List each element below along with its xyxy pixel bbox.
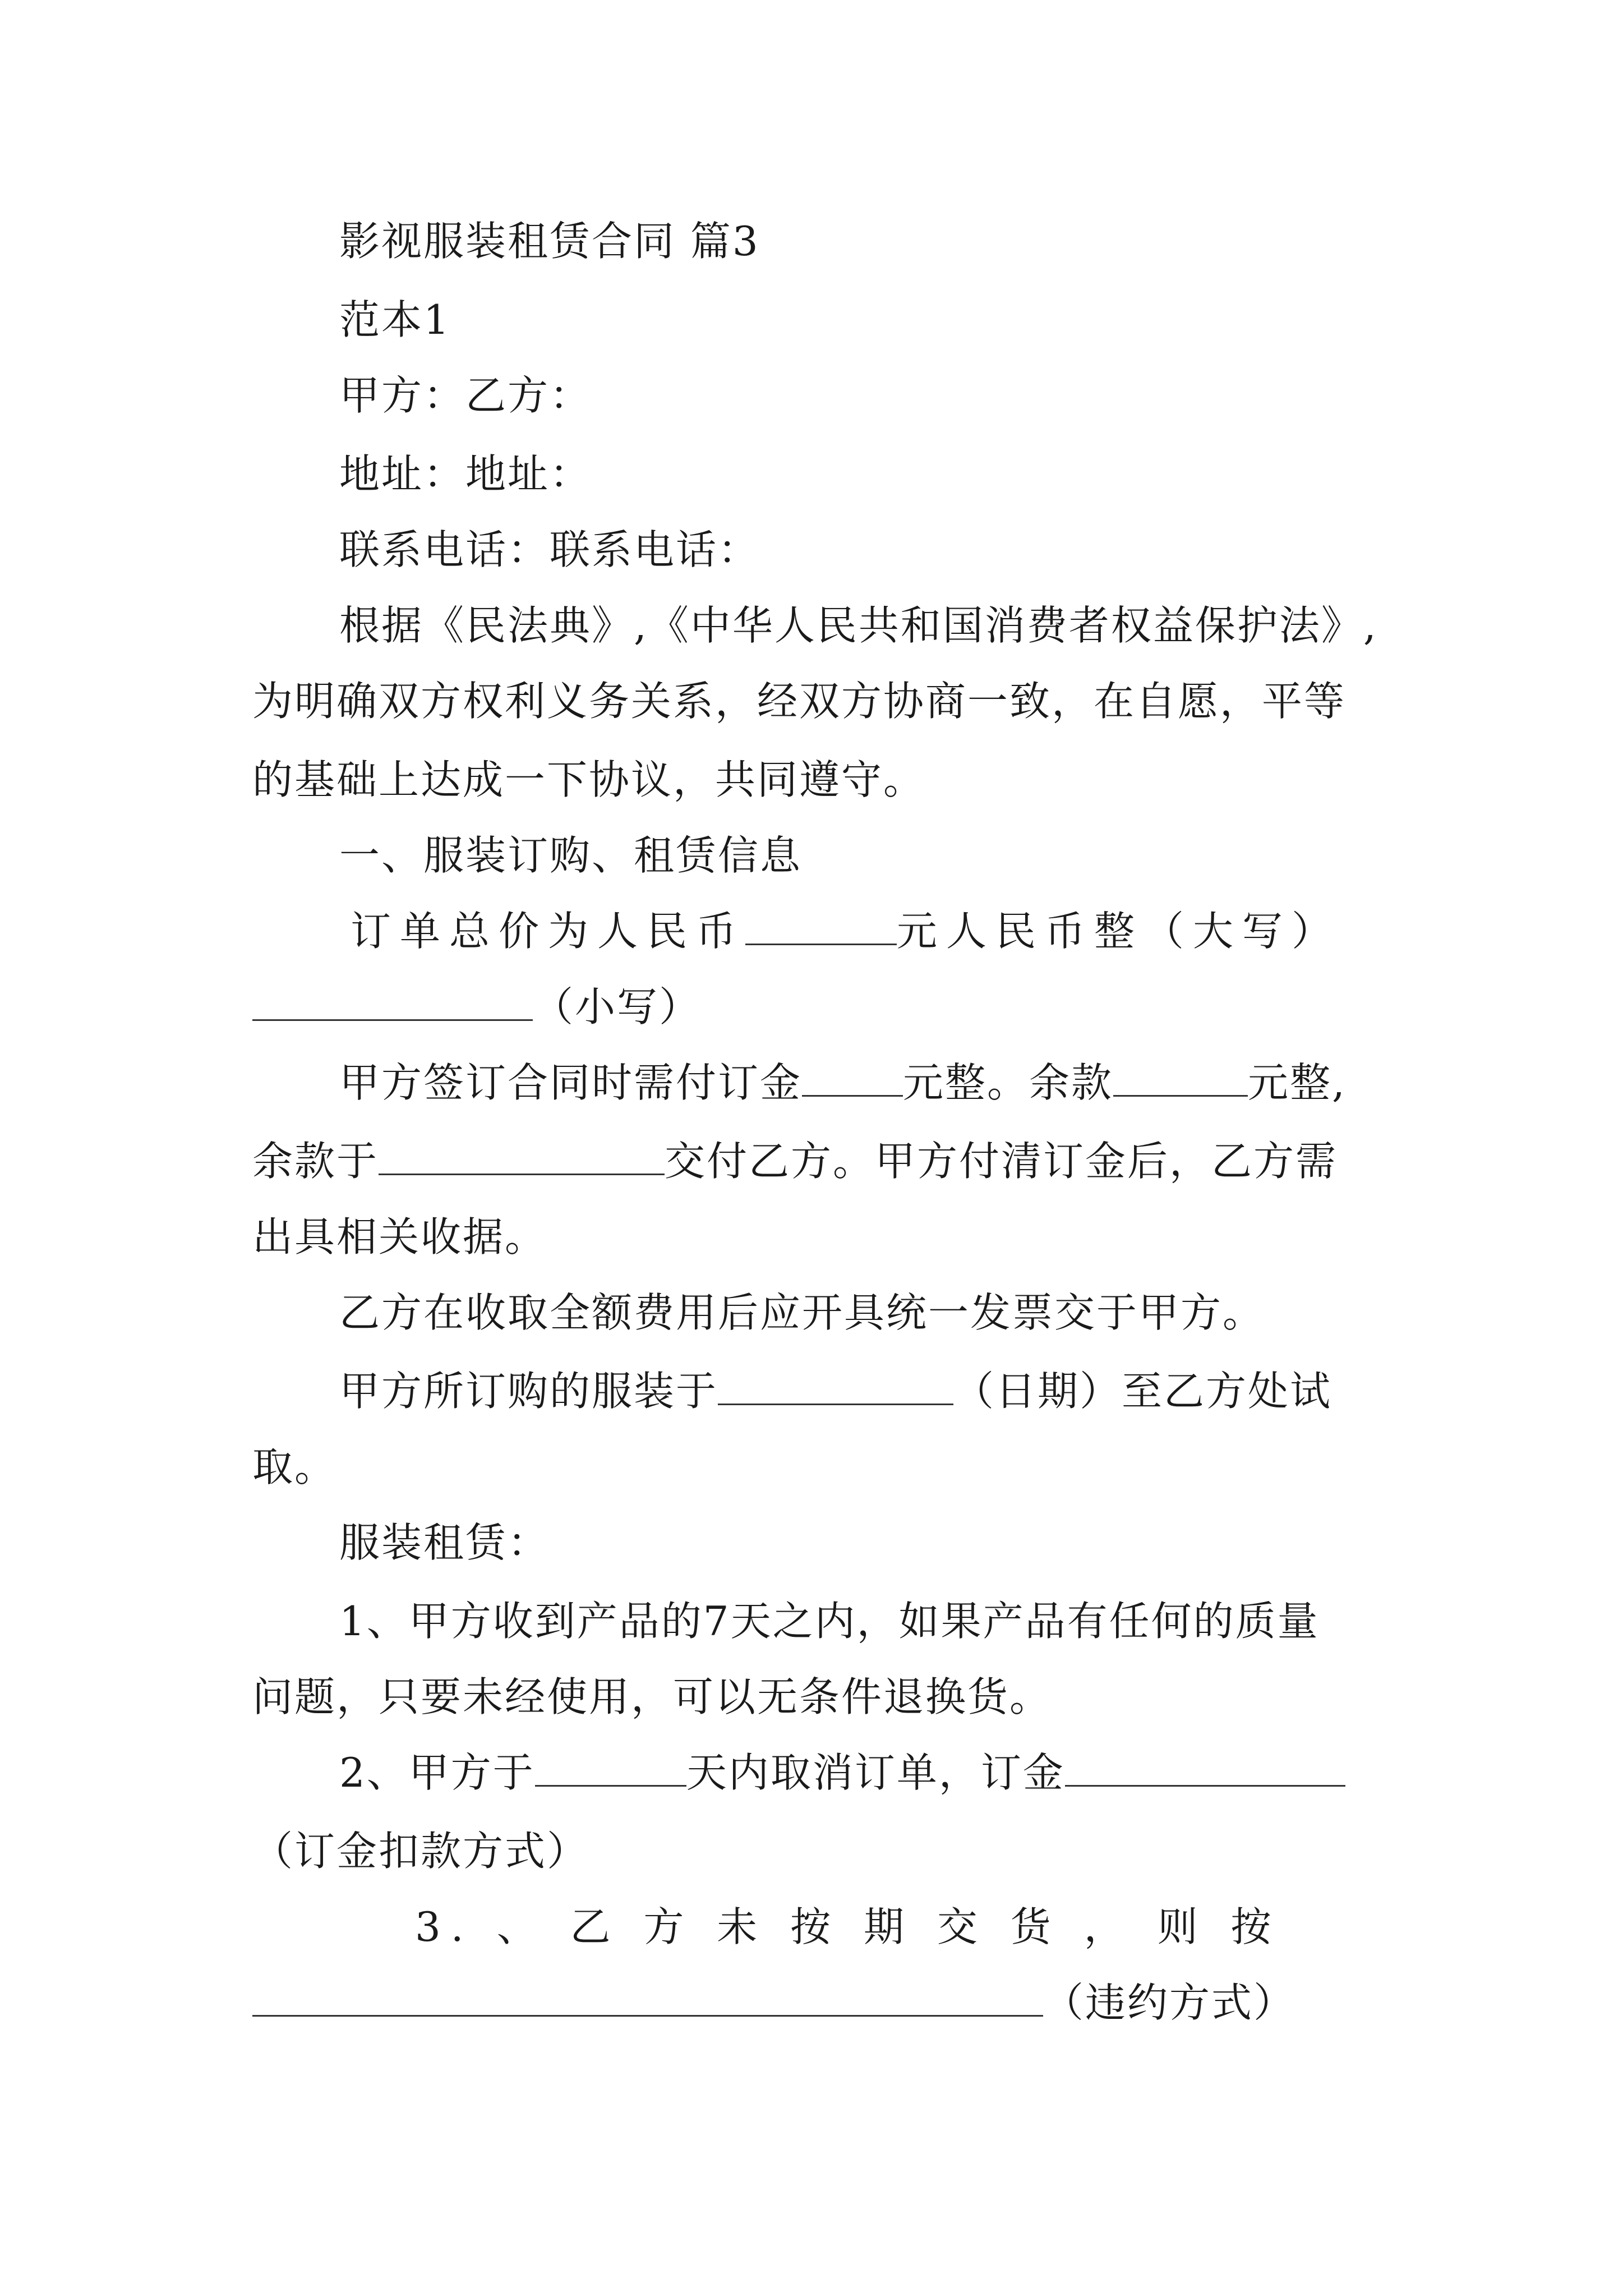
balance-blank[interactable]: [1113, 1061, 1248, 1097]
order-total-blank-upper[interactable]: [745, 910, 897, 945]
intro-line-1: 根据《民法典》,《中华人民共和国消费者权益保护法》,: [339, 602, 1378, 649]
try-on-text-2: （日期）至乙方处试: [953, 1368, 1332, 1415]
item2-line-2: （订金扣款方式）: [252, 1828, 589, 1875]
phone-line: 联系电话：联系电话：: [339, 526, 760, 573]
try-on-line-1: [339, 1363, 1489, 1419]
deposit-text-5: 交付乙方。甲方付清订金后，乙方需: [665, 1138, 1338, 1185]
try-on-line-2: 取。: [252, 1443, 337, 1490]
document-title: 影视服装租赁合同 篇3: [339, 218, 760, 265]
deposit-blank[interactable]: [802, 1061, 903, 1097]
deposit-line-3: 出具相关收据。: [252, 1213, 547, 1260]
order-total-mid: 元人民币整（大写）: [897, 908, 1341, 955]
item1-line-2: 问题，只要未经使用，可以无条件退换货。: [252, 1673, 1052, 1720]
item3-line-2: [252, 1975, 1402, 2031]
cancel-days-blank[interactable]: [535, 1751, 686, 1787]
section1-heading: 一、服装订购、租赁信息: [339, 832, 803, 879]
order-total-blank-lower[interactable]: [252, 986, 533, 1021]
order-total-line: [351, 903, 1500, 959]
deposit-text-2: 元整。余款: [903, 1059, 1114, 1106]
document-subtitle: 范本1: [339, 296, 451, 343]
try-on-date-blank[interactable]: [718, 1370, 953, 1405]
intro-line-2: 为明确双方权利义务关系，经双方协商一致，在自愿，平等: [252, 678, 1347, 725]
deposit-text-1: 甲方签订合同时需付订金: [339, 1059, 803, 1106]
item2-text-1: 2、甲方于: [339, 1749, 535, 1796]
address-line: 地址：地址：: [339, 450, 592, 498]
deposit-text-3: 元整,: [1248, 1059, 1347, 1106]
item1-line-1: 1、甲方收到产品的7天之内，如果产品有任何的质量: [339, 1598, 1320, 1645]
invoice-line: 乙方在收取全额费用后应开具统一发票交于甲方。: [339, 1289, 1265, 1336]
item3-line-1: 3. 、 乙 方 未 按 期 交 货 ， 则 按: [415, 1903, 1281, 1950]
party-line: 甲方：乙方：: [339, 372, 592, 419]
deposit-deduction-blank[interactable]: [1065, 1751, 1345, 1787]
item2-text-2: 天内取消订单，订金: [686, 1749, 1065, 1796]
rental-heading: 服装租赁：: [339, 1519, 550, 1566]
intro-line-3: 的基础上达成一下协议，共同遵守。: [252, 756, 926, 803]
item2-line-1: [339, 1745, 1489, 1801]
deposit-line-1: [339, 1055, 1489, 1111]
balance-date-blank[interactable]: [379, 1140, 665, 1175]
order-total-line-2: [252, 979, 1402, 1035]
deposit-line-2: [252, 1133, 1402, 1189]
item3-text-2: （违约方式）: [1043, 1979, 1296, 2026]
order-total-suffix: （小写）: [533, 983, 702, 1030]
deposit-text-4: 余款于: [252, 1138, 379, 1185]
try-on-text-1: 甲方所订购的服装于: [339, 1368, 718, 1415]
order-total-prefix: 订单总价为人民币: [351, 908, 746, 955]
breach-method-blank[interactable]: [252, 1981, 1043, 2017]
